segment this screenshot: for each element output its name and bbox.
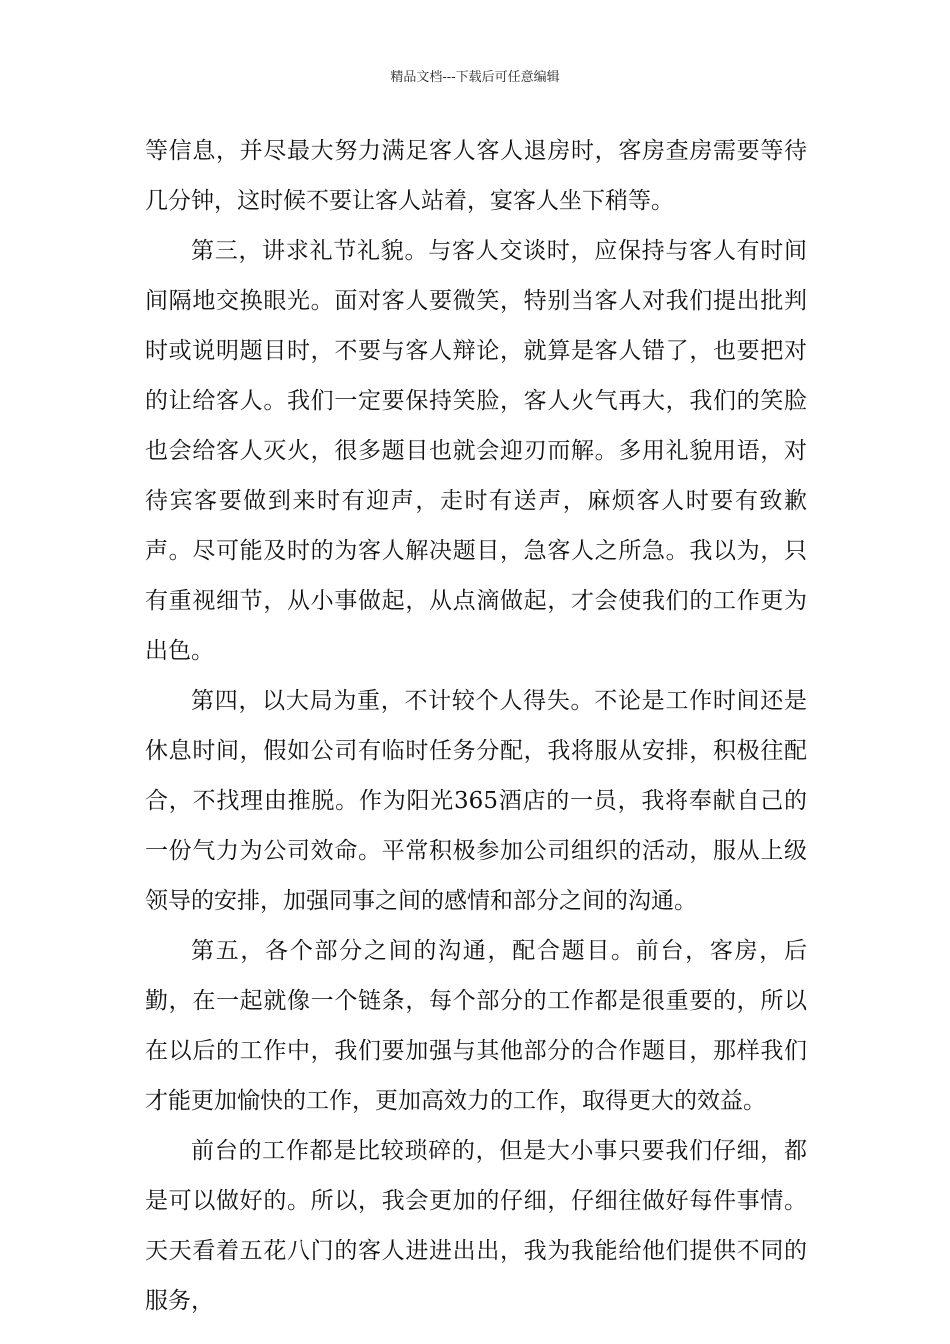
document-body (145, 126, 807, 1326)
paragraph-continuation: 等信息，并尽最大努力满足客人客人退房时，客房查房需要等待几分钟，这时候不要让客人站着，宴客人坐下稍等。 (145, 138, 807, 214)
paragraph-teamwork: 第四，以大局为重，不计较个人得失。不论是工作时间还是休息时间，假如公司有临时任务分配，我将服从安排，积极往配合，不找理由推脱。作为阳光365酒店的一员，我将奉献自己的一份气力为公司效命。平常积极参加公司组织的活动，服从上级领导的安排，加强同事之间的感情和部分之间的沟通。 (145, 688, 807, 914)
page-header: 精品文档---下载后可任意编辑 (390, 70, 560, 85)
paragraph-courtesy: 第三，讲求礼节礼貌。与客人交谈时，应保持与客人有时间间隔地交换眼光。面对客人要微笑，特别当客人对我们提出批判时或说明题目时，不要与客人辩论，就算是客人错了，也要把对的让给客人。我们一定要保持笑脸，客人火气再大，我们的笑脸也会给客人灭火，很多题目也就会迎刃而解。多用礼貌用语，对待宾客要做到来时有迎声，走时有送声，麻烦客人时要有致歉声。尽可能及时的为客人解决题目，急客人之所急。我以为，只有重视细节，从小事做起，从点滴做起，才会使我们的工作更为出色。 (145, 238, 807, 664)
paragraph-front-desk: 前台的工作都是比较琐碎的，但是大小事只要我们仔细，都是可以做好的。所以，我会更加的仔细，仔细往做好每件事情。天天看着五花八门的客人进进出出，我为我能给他们提供不同的服务， (145, 1138, 807, 1314)
paragraph-communication: 第五，各个部分之间的沟通，配合题目。前台，客房，后勤，在一起就像一个链条，每个部分的工作都是很重要的，所以在以后的工作中，我们要加强与其他部分的合作题目，那样我们才能更加愉快的工作，更加高效力的工作，取得更大的效益。 (145, 938, 807, 1114)
